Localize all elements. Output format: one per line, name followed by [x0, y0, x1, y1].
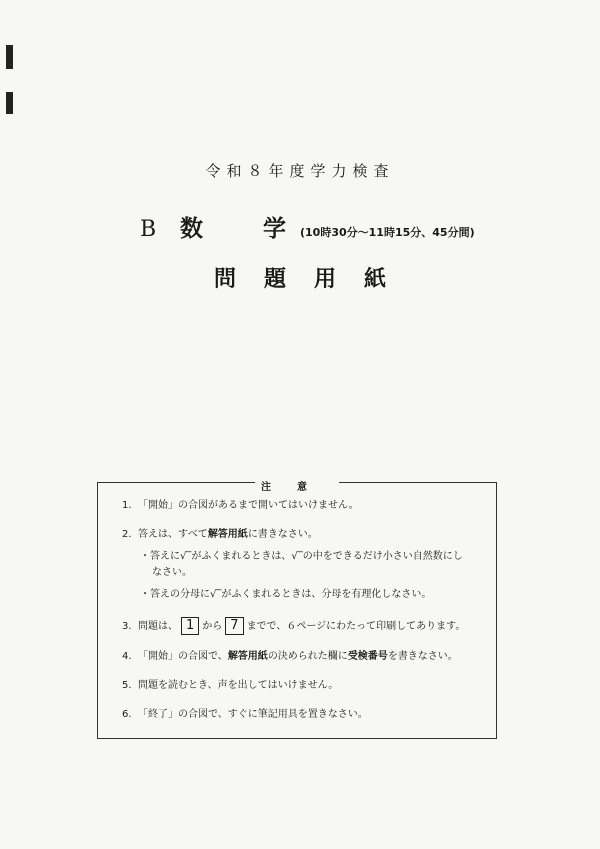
- notice-item-2-sub-1: ・答えに√‾がふくまれるときは、√‾の中をできるだけ小さい自然数にし: [140, 551, 463, 562]
- scan-mark-bottom: [6, 92, 13, 114]
- notice-list: [122, 499, 492, 737]
- question-start-box: 1: [181, 617, 199, 635]
- notice-item-6: 6. 「終了」の合図で、すぐに筆記用具を置きなさい。: [122, 709, 368, 720]
- sqrt-icon: √‾: [291, 551, 303, 562]
- notice-item-3: 3. 問題は、 1 から 7 までで、６ページにわたって印刷してあります。: [122, 618, 466, 633]
- notice-item-2: 2. 答えは、すべて解答用紙に書きなさい。 ・答えに√‾がふくまれるときは、√‾の中をできるだけ小さい自然数にし なさい。 ・答えの分母に√‾がふくまれるときは、分母を有理化しなさい。: [122, 528, 492, 602]
- subject-name: 数学: [180, 216, 346, 242]
- notice-item-1: 1. 「開始」の合図があるまで開いてはいけません。: [122, 500, 359, 511]
- exam-time: (10時30分〜11時15分、45分間): [300, 226, 475, 239]
- sqrt-icon: √‾: [180, 551, 192, 562]
- exam-name: 令和８年度学力検査: [205, 162, 395, 180]
- notice-item-4: 4. 「開始」の合図で、解答用紙の決められた欄に受検番号を書きなさい。: [122, 651, 458, 662]
- notice-heading: 注意: [255, 482, 339, 493]
- subject-code: B: [140, 217, 157, 242]
- sqrt-icon: √‾: [210, 589, 222, 600]
- booklet-title: 問題用紙: [213, 267, 414, 292]
- question-end-box: 7: [225, 617, 243, 635]
- notice-item-5: 5. 問題を読むとき、声を出してはいけません。: [122, 680, 339, 691]
- subject-line: [140, 210, 475, 243]
- notice-box: [97, 482, 497, 739]
- scan-mark-top: [6, 45, 13, 69]
- notice-item-2-sub-2: ・答えの分母に√‾がふくまれるときは、分母を有理化しなさい。: [140, 589, 432, 600]
